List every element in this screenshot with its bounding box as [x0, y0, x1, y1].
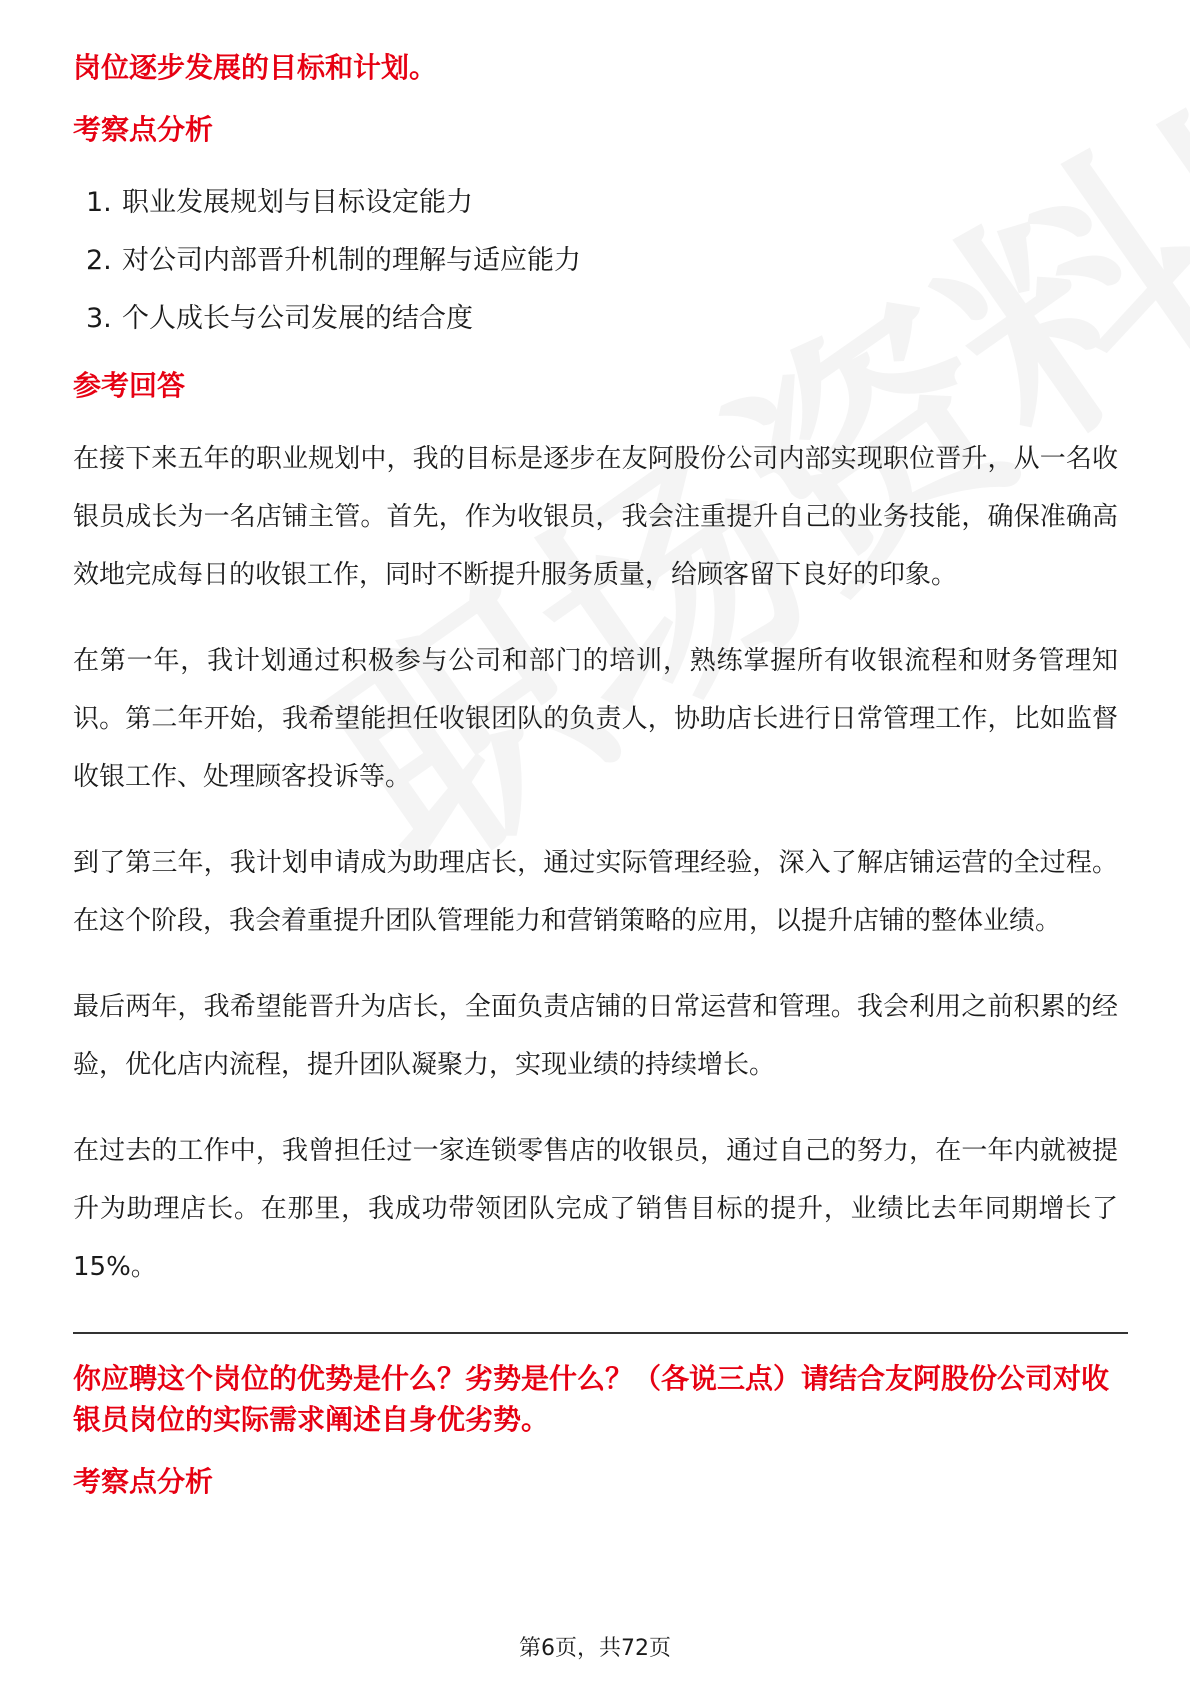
list-item	[86, 290, 1118, 348]
analysis-heading: 考察点分析	[73, 1465, 214, 1498]
section-divider	[73, 1332, 1128, 1334]
answer-paragraph: 在第一年，我计划通过积极参与公司和部门的培训，熟练掌握所有收银流程和财务管理知识。第二年开始，我希望能担任收银团队的负责人，协助店长进行日常管理工作，比如监督收银工作、处理顾客投诉等。	[73, 646, 1118, 792]
answer-paragraph: 到了第三年，我计划申请成为助理店长，通过实际管理经验，深入了解店铺运营的全过程。在这个阶段，我会着重提升团队管理能力和营销策略的应用，以提升店铺的整体业绩。	[73, 848, 1118, 936]
list-item-text: 对公司内部晋升机制的理解与适应能力	[122, 245, 581, 276]
list-item-text: 职业发展规划与目标设定能力	[122, 187, 473, 218]
analysis-points-list	[73, 174, 1118, 348]
page-number: 第6页，共72页	[519, 1636, 671, 1661]
list-item	[86, 232, 1118, 290]
list-item-text: 个人成长与公司发展的结合度	[122, 303, 473, 334]
list-item	[86, 174, 1118, 232]
question2-title: 你应聘这个岗位的优势是什么？劣势是什么？（各说三点）请结合友阿股份公司对收银员岗位的实际需求阐述自身优劣势。	[73, 1362, 1110, 1436]
answer-paragraph: 最后两年，我希望能晋升为店长，全面负责店铺的日常运营和管理。我会利用之前积累的经验，优化店内流程，提升团队凝聚力，实现业绩的持续增长。	[73, 992, 1118, 1080]
answer-paragraph: 在接下来五年的职业规划中，我的目标是逐步在友阿股份公司内部实现职位晋升，从一名收银员成长为一名店铺主管。首先，作为收银员，我会注重提升自己的业务技能，确保准确高效地完成每日的收银工作，同时不断提升服务质量，给顾客留下良好的印象。	[73, 444, 1118, 590]
answer-paragraph: 在过去的工作中，我曾担任过一家连锁零售店的收银员，通过自己的努力，在一年内就被提升为助理店长。在那里，我成功带领团队完成了销售目标的提升，业绩比去年同期增长了15%。	[73, 1136, 1118, 1282]
list-item-number: 2.	[86, 245, 112, 276]
list-item-number: 1.	[86, 187, 112, 218]
question1-title-tail: 岗位逐步发展的目标和计划。	[73, 51, 438, 84]
answer-heading: 参考回答	[73, 369, 186, 402]
list-item-number: 3.	[86, 303, 112, 334]
page-content	[73, 48, 1118, 1526]
analysis-heading: 考察点分析	[73, 113, 214, 146]
